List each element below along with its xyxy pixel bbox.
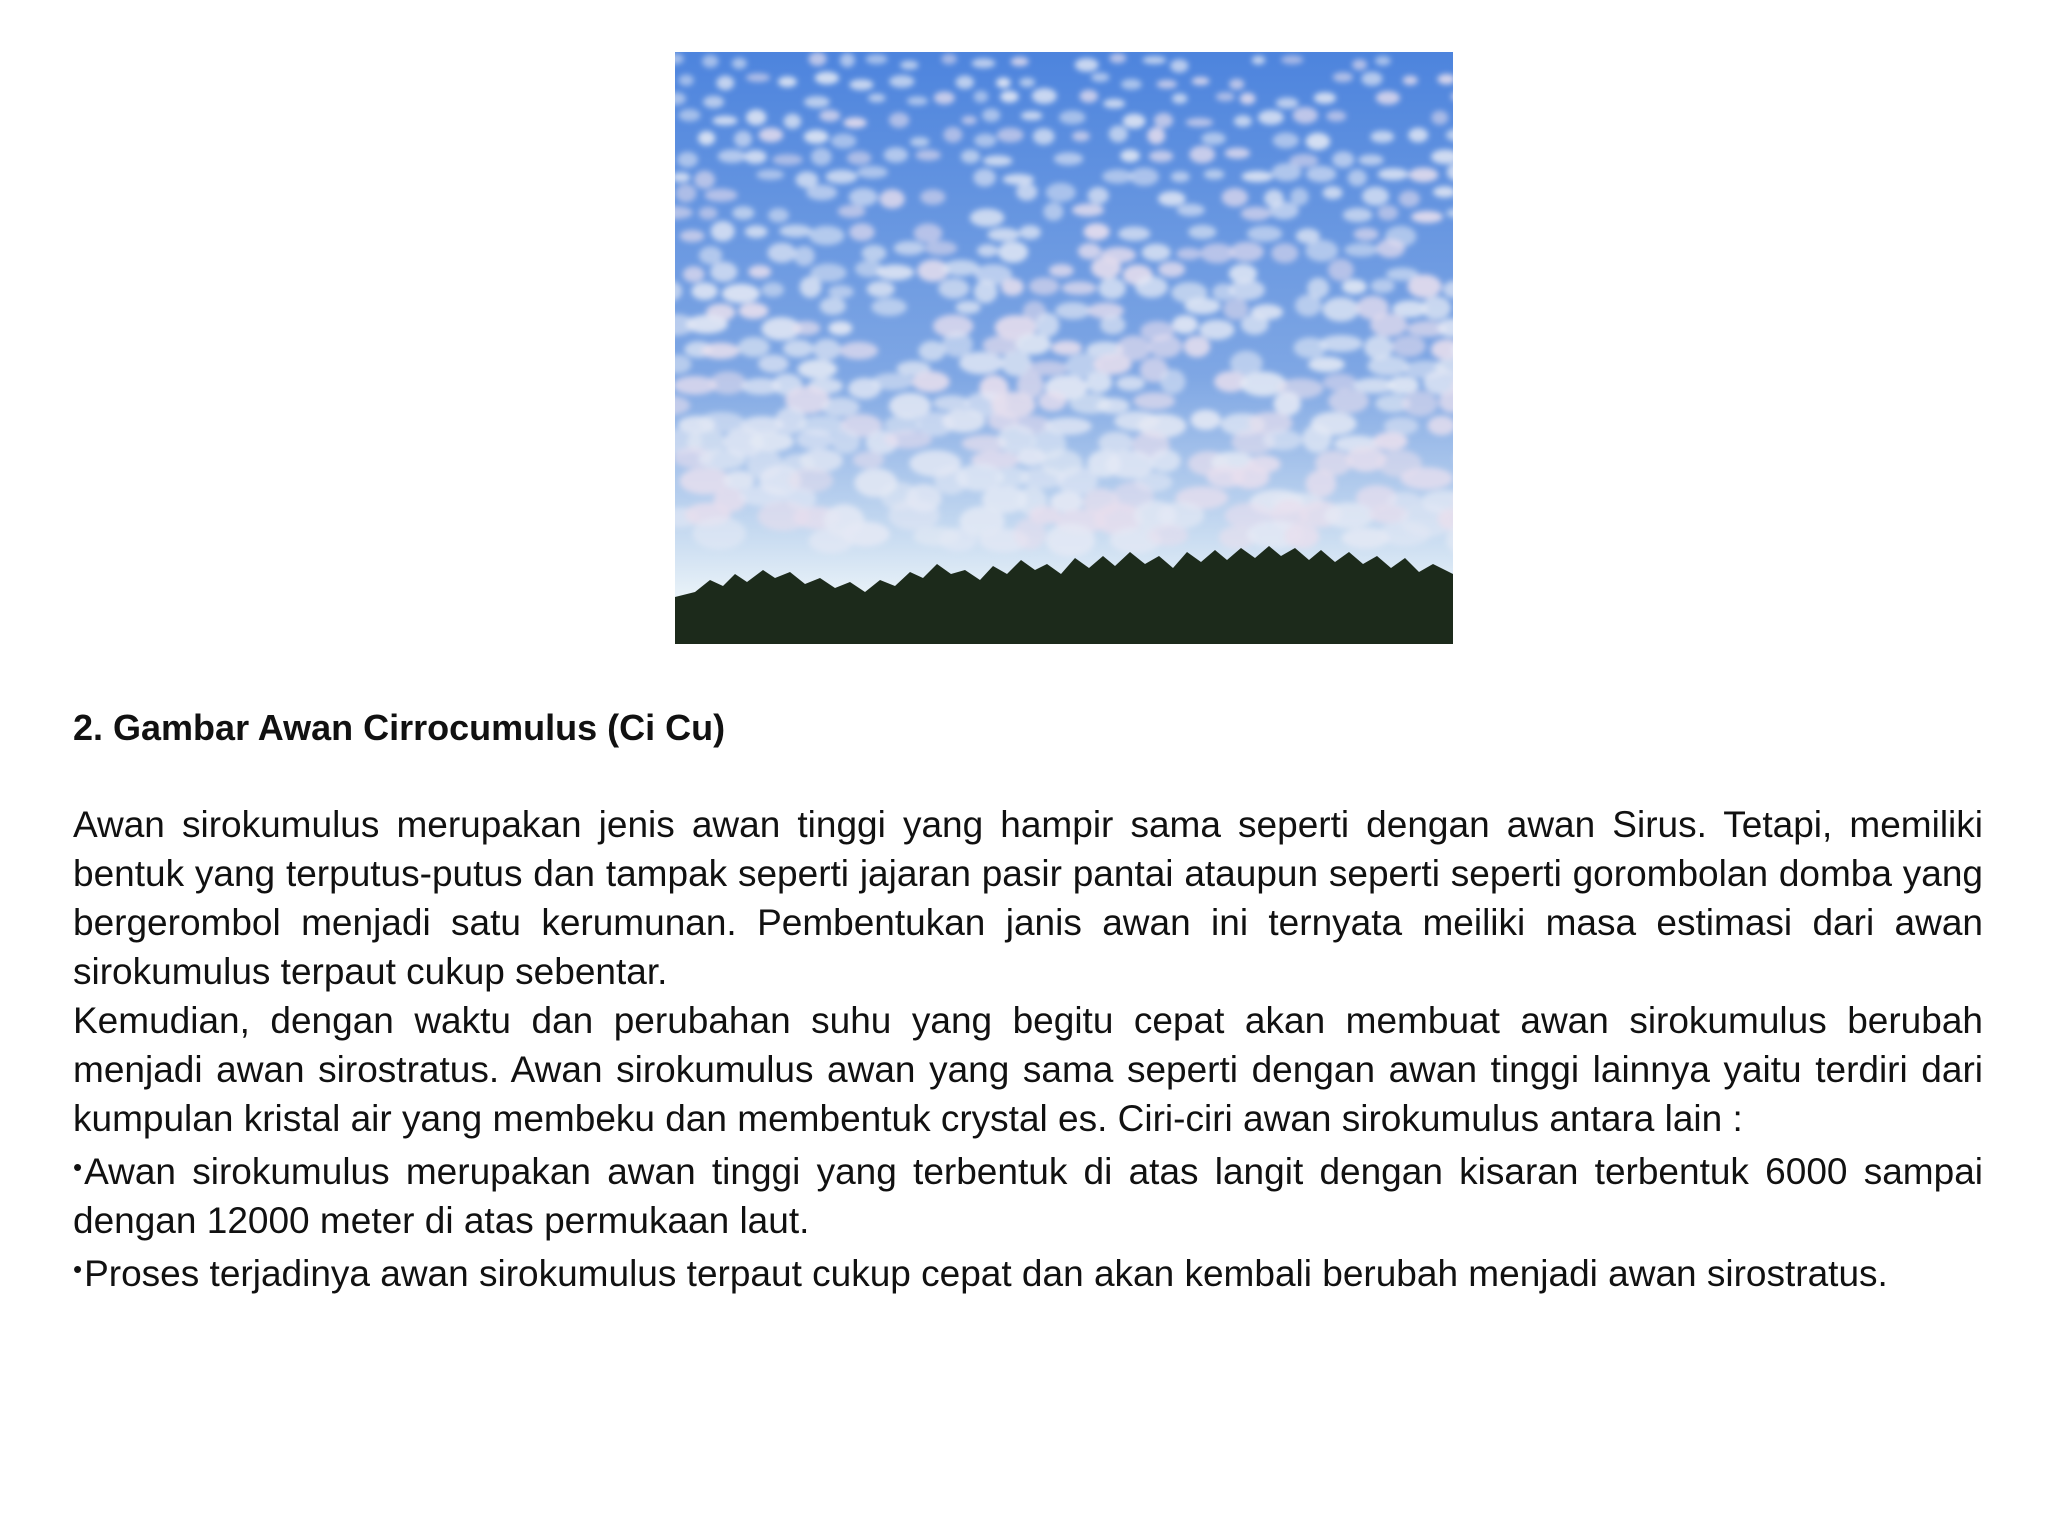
cloud-puff [933,395,970,410]
cloud-puff [1342,279,1367,294]
cloud-puff [1185,298,1221,315]
cloud-puff [1269,202,1299,220]
cloud-puff [1094,354,1132,375]
cloud-puff [798,359,838,378]
cloud-puff [884,147,908,162]
cloud-puff [804,96,830,108]
cloud-puff [1370,313,1407,336]
cloud-puff [1054,152,1084,165]
cloud-puff [820,297,846,315]
cloud-puff [1273,133,1299,149]
cloud-puff [788,468,833,493]
cloud-puff [998,241,1028,263]
cloud-puff [910,137,930,147]
cloud-puff [1295,295,1322,317]
cloud-puff [1379,521,1430,546]
cloud-puff [849,223,875,241]
cloud-puff [841,522,889,547]
cloud-puff [1172,315,1198,334]
cloud-puff [1121,79,1142,90]
cloud-puff [1014,518,1046,550]
cloud-puff [698,450,746,470]
cloud-puff [1171,171,1190,182]
cloud-puff [811,148,832,166]
cloud-puff [1032,88,1057,104]
cloud-puff [862,245,887,261]
cloud-puff [698,131,715,145]
cloud-puff [1403,76,1418,86]
cloud-puff [1272,163,1302,181]
cloud-puff [1258,110,1284,125]
cloud-puff [1274,392,1301,416]
cloud-puff [1223,298,1248,320]
cloud-puff [983,155,1013,166]
cloud-puff [1284,524,1319,549]
cloud-puff [1370,131,1394,143]
cloud-puff [970,209,1005,227]
heading-spacer [73,752,1983,800]
cloud-puff [762,282,785,297]
cloud-puff [857,166,888,178]
cloud-puff [1348,169,1367,186]
cloud-puff [1200,243,1234,263]
cloud-puff [1142,56,1166,64]
cloud-puff [1192,77,1210,85]
cloud-puff [1271,243,1298,263]
cloud-puff [866,54,888,64]
cloud-puff [1362,187,1389,206]
cloud-puff [1078,243,1102,259]
cloud-puff [879,189,904,208]
bullet-item-2 [73,1245,1983,1298]
cloud-puff [1305,240,1338,262]
bullet-text-1: Awan sirokumulus merupakan awan tinggi yang terbentuk di atas langit dengan kisaran terbentuk 6000 sampai dengan 12000 meter di atas permukaan laut. [73,1151,1983,1241]
cloud-puff [943,127,962,143]
cloud-puff [942,332,973,357]
cloud-puff [943,260,980,276]
cloud-puff [813,339,841,360]
cloud-puff [1361,72,1382,86]
cloud-puff [1431,111,1448,125]
cloud-puff [832,430,860,454]
cloud-puff [1176,248,1201,260]
cloud-puff [1123,114,1146,129]
cloud-puff [1148,525,1188,547]
cloud-puff [889,75,914,88]
cloud-puff [809,52,827,66]
cloud-puff [758,355,789,373]
cloud-puff [1400,467,1453,489]
cloud-puff [894,241,925,255]
cloud-puff [1229,79,1244,90]
paragraph-2: Kemudian, dengan waktu dan perubahan suhu yang begitu cepat akan membuat awan sirokumulus berubah menjadi awan sirostratus. Awan sirokumulus awan yang sama seperti dengan awan tinggi lainnya yaitu terdiri dari kumpulan kristal air yang membeku dan membentuk crystal es. Ciri-ciri awan sirokumulus antara lain : [73,1000,1983,1139]
cloud-puff [1120,150,1140,163]
bullet-icon: • [73,1254,83,1284]
paragraph-1: Awan sirokumulus merupakan jenis awan tinggi yang hampir sama seperti dengan awan Sirus. Tetapi, memiliki bentuk yang terputus-putus dan tampak seperti jajaran pasir pantai ataupun seperti seperti gorombolan domba yang bergerombol menjadi satu kerumunan. Pembentukan janis awan ini ternyata meiliki masa estimasi dari awan sirokumulus terpaut cukup sebentar. [73,804,1983,992]
cloud-puff [1059,110,1086,124]
cloud-puff [941,54,957,65]
cloud-puff [1150,449,1181,472]
cloud-puff [746,73,770,82]
cloud-puff [1222,188,1249,207]
cloud-puff [838,205,866,218]
cloud-puff [1021,111,1043,120]
cloud-puff [1323,186,1343,199]
cloud-puff [1019,225,1041,239]
cloud-puff [778,76,797,87]
cloud-puff [1080,90,1098,103]
cloud-puff [1324,503,1374,529]
cloud-puff [1320,335,1363,352]
cloud-puff [956,301,981,314]
cloud-puff [1000,91,1018,103]
cloud-puff [1098,278,1126,300]
cloud-puff [884,430,932,448]
cloud-puff [1062,281,1097,294]
cloud-puff [1135,276,1168,298]
cloud-puff [1281,55,1303,64]
cloud-puff [1352,59,1367,70]
cloud-puff [718,150,746,163]
cloud-puff [699,207,718,220]
cloud-puff [732,58,747,69]
cloud-puff [1072,204,1104,217]
cloud-puff [691,283,717,300]
cloud-puff [705,189,738,202]
cloud-puff [1091,73,1109,82]
cloud-puff [871,298,907,316]
cloud-puff [1029,278,1059,296]
article-body [73,704,1983,1298]
cloud-puff [1402,391,1438,417]
cloud-puff [1411,211,1443,223]
cloud-puff [843,117,866,128]
cloud-puff [1072,131,1090,141]
cloud-puff [912,371,950,392]
cloud-puff [1328,389,1369,413]
cloud-puff [1157,80,1178,89]
cloud-photo [675,52,1453,644]
cloud-photo-svg [675,52,1453,644]
cloud-puff [1306,133,1331,150]
cloud-puff [1314,92,1336,104]
cloud-puff [872,373,914,390]
cloud-puff [1332,151,1354,167]
cloud-puff [1118,227,1150,241]
cloud-puff [934,92,955,105]
cloud-puff [1102,169,1133,183]
cloud-puff [1229,280,1265,301]
cloud-puff [1234,115,1252,127]
cloud-puff [732,206,754,219]
cloud-puff [914,224,943,243]
cloud-puff [828,285,854,298]
cloud-puff [756,170,784,180]
cloud-puff [1149,150,1173,162]
cloud-puff [1038,391,1066,411]
cloud-puff [1033,128,1055,145]
cloud-puff [840,53,855,67]
cloud-puff [1216,92,1235,101]
cloud-puff [1100,315,1126,334]
cloud-puff [1308,357,1345,372]
cloud-puff [1367,356,1408,376]
cloud-puff [888,500,940,531]
cloud-puff [1201,132,1226,145]
cloud-puff [1376,239,1405,258]
cloud-puff [683,266,705,282]
cloud-puff [1188,225,1216,239]
cloud-puff [1241,207,1271,221]
cloud-puff [815,72,839,85]
cloud-puff [1408,128,1428,143]
cloud-puff [1408,275,1442,299]
cloud-puff [1158,191,1186,206]
cloud-puff [821,397,859,416]
cloud-puff [938,278,969,299]
cloud-puff [745,225,768,238]
cloud-puff [699,246,722,264]
cloud-puff [1252,56,1265,65]
cloud-puff [686,315,728,334]
cloud-puff [849,79,873,90]
cloud-puff [1109,53,1126,63]
cloud-puff [1158,262,1185,278]
cloud-puff [972,58,996,68]
cloud-puff [1084,223,1110,240]
cloud-puff [920,189,945,204]
cloud-puff [722,284,760,303]
cloud-puff [1358,155,1383,166]
cloud-puff [1354,228,1379,241]
cloud-puff [1241,314,1269,335]
cloud-puff [767,243,796,263]
cloud-puff [1170,59,1188,72]
cloud-puff [831,134,857,149]
cloud-puff [806,185,837,200]
cloud-puff [710,371,747,394]
cloud-puff [1088,187,1109,204]
cloud-puff [1290,188,1308,206]
cloud-puff [1333,72,1353,82]
cloud-puff [710,262,737,282]
bullet-icon: • [73,1152,83,1182]
cloud-puff [784,114,802,129]
cloud-puff [1378,168,1409,180]
cloud-puff [1109,126,1128,143]
cloud-puff [1322,297,1359,321]
cloud-puff [794,246,815,266]
cloud-puff [982,109,1000,122]
cloud-puff [916,150,941,161]
cloud-puff [1326,111,1346,122]
cloud-puff [1049,264,1074,277]
cloud-puff [876,265,914,281]
bullet-item-1 [73,1143,1983,1245]
cloud-puff [772,154,802,165]
cloud-puff [1103,99,1125,109]
cloud-puff [1191,410,1221,430]
cloud-puff [1199,320,1235,340]
cloud-puff [1302,424,1331,453]
cloud-puff [1376,91,1400,105]
cloud-puff [716,76,734,91]
cloud-puff [889,112,909,127]
cloud-puff [734,131,752,148]
cloud-puff [783,340,814,358]
cloud-puff [1148,335,1182,358]
cloud-puff [1306,470,1337,498]
cloud-puff [1186,118,1214,127]
cloud-puff [693,517,746,550]
cloud-puff [977,244,998,257]
cloud-puff [1344,243,1378,257]
cloud-puff [679,75,694,86]
cloud-puff [1016,183,1037,201]
cloud-puff [749,432,794,452]
cloud-puff [1046,524,1095,557]
cloud-puff [925,241,958,255]
cloud-puff [712,116,737,126]
cloud-puff [1343,208,1373,222]
cloud-puff [800,276,822,298]
cloud-puff [974,91,989,103]
cloud-puff [1328,259,1354,281]
cloud-puff [997,128,1024,143]
cloud-puff [1247,226,1282,242]
cloud-puff [676,184,697,202]
cloud-puff [1142,244,1171,261]
cloud-puff [768,208,789,222]
cloud-puff [1373,432,1408,450]
cloud-puff [1055,302,1090,319]
cloud-puff [1240,93,1256,105]
cloud-puff [1003,174,1035,185]
cloud-puff [759,128,784,143]
cloud-puff [1011,57,1029,66]
cloud-puff [703,96,724,108]
cloud-puff [847,151,871,165]
cloud-puff [1051,341,1082,356]
cloud-puff [748,265,771,278]
cloud-puff [939,528,978,551]
cloud-puff [680,230,705,242]
cloud-puff [1263,430,1303,450]
cloud-puff [853,452,884,469]
cloud-puff [987,228,1020,241]
cloud-puff [1043,202,1063,220]
cloud-puff [701,343,740,359]
cloud-puff [828,321,852,335]
cloud-puff [1147,127,1165,144]
cloud-puff [907,96,928,105]
cloud-puff [1276,98,1299,109]
cloud-puff [1375,56,1391,66]
cloud-puff [702,55,718,68]
section-heading: 2. Gambar Awan Cirrocumulus (Ci Cu) [73,707,726,748]
cloud-puff [744,150,767,164]
cloud-puff [677,152,698,168]
cloud-puff [1091,257,1121,279]
cloud-puff [1371,279,1395,293]
cloud-puff [839,342,878,360]
cloud-puff [942,409,986,432]
cloud-puff [1378,205,1399,220]
cloud-puff [1399,191,1420,208]
cloud-puff [739,303,769,319]
cloud-puff [1046,183,1076,202]
cloud-puff [1189,146,1215,164]
cloud-puff [959,352,1003,375]
cloud-puff [1184,336,1211,358]
cloud-puff [819,110,840,122]
cloud-puff [849,188,878,206]
cloud-puff [868,94,886,103]
cloud-puff [1001,278,1024,296]
cloud-puff [738,337,770,357]
cloud-puff [1225,148,1250,159]
cloud-puff [1130,168,1159,186]
cloud-puff [1160,369,1186,394]
cloud-puff [1036,313,1060,337]
cloud-puff [973,169,996,187]
cloud-puff [1422,296,1451,320]
cloud-puff [974,134,996,148]
cloud-puff [962,116,977,125]
cloud-puff [956,76,974,89]
cloud-puff [1019,78,1035,88]
cloud-puff [1242,171,1274,182]
cloud-puff [1409,168,1439,183]
cloud-puff [679,109,701,121]
cloud-puff [1177,204,1205,216]
cloud-puff [792,321,820,335]
cloud-puff [796,429,834,449]
cloud-puff [1293,107,1318,124]
cloud-puff [1172,93,1187,103]
cloud-puff [867,281,895,297]
cloud-puff [1392,335,1426,357]
cloud-puff [779,225,812,238]
cloud-puff [1230,242,1264,262]
cloud-puff [974,280,998,303]
cloud-puff [1231,465,1269,489]
bullet-text-2: Proses terjadinya awan sirokumulus terpaut cukup cepat dan akan kembali berubah menjadi awan sirostratus. [84,1253,1888,1294]
cloud-puff [1323,374,1357,391]
cloud-puff [919,341,946,362]
cloud-puff [900,61,918,70]
cloud-puff [961,150,980,164]
cloud-puff [1086,372,1113,393]
cloud-puff [804,130,829,144]
cloud-puff [694,171,715,189]
cloud-puff [1096,398,1129,414]
cloud-puff [1116,376,1145,391]
cloud-puff [1154,113,1173,128]
cloud-puff [746,109,766,125]
cloud-puff [711,221,735,241]
cloud-puff [1204,169,1225,179]
cloud-puff [1306,166,1336,182]
cloud-puff [826,170,858,184]
cloud-puff [1133,392,1175,409]
cloud-puff [1075,58,1099,72]
cloud-puff [809,226,845,245]
cloud-puff [996,78,1011,89]
